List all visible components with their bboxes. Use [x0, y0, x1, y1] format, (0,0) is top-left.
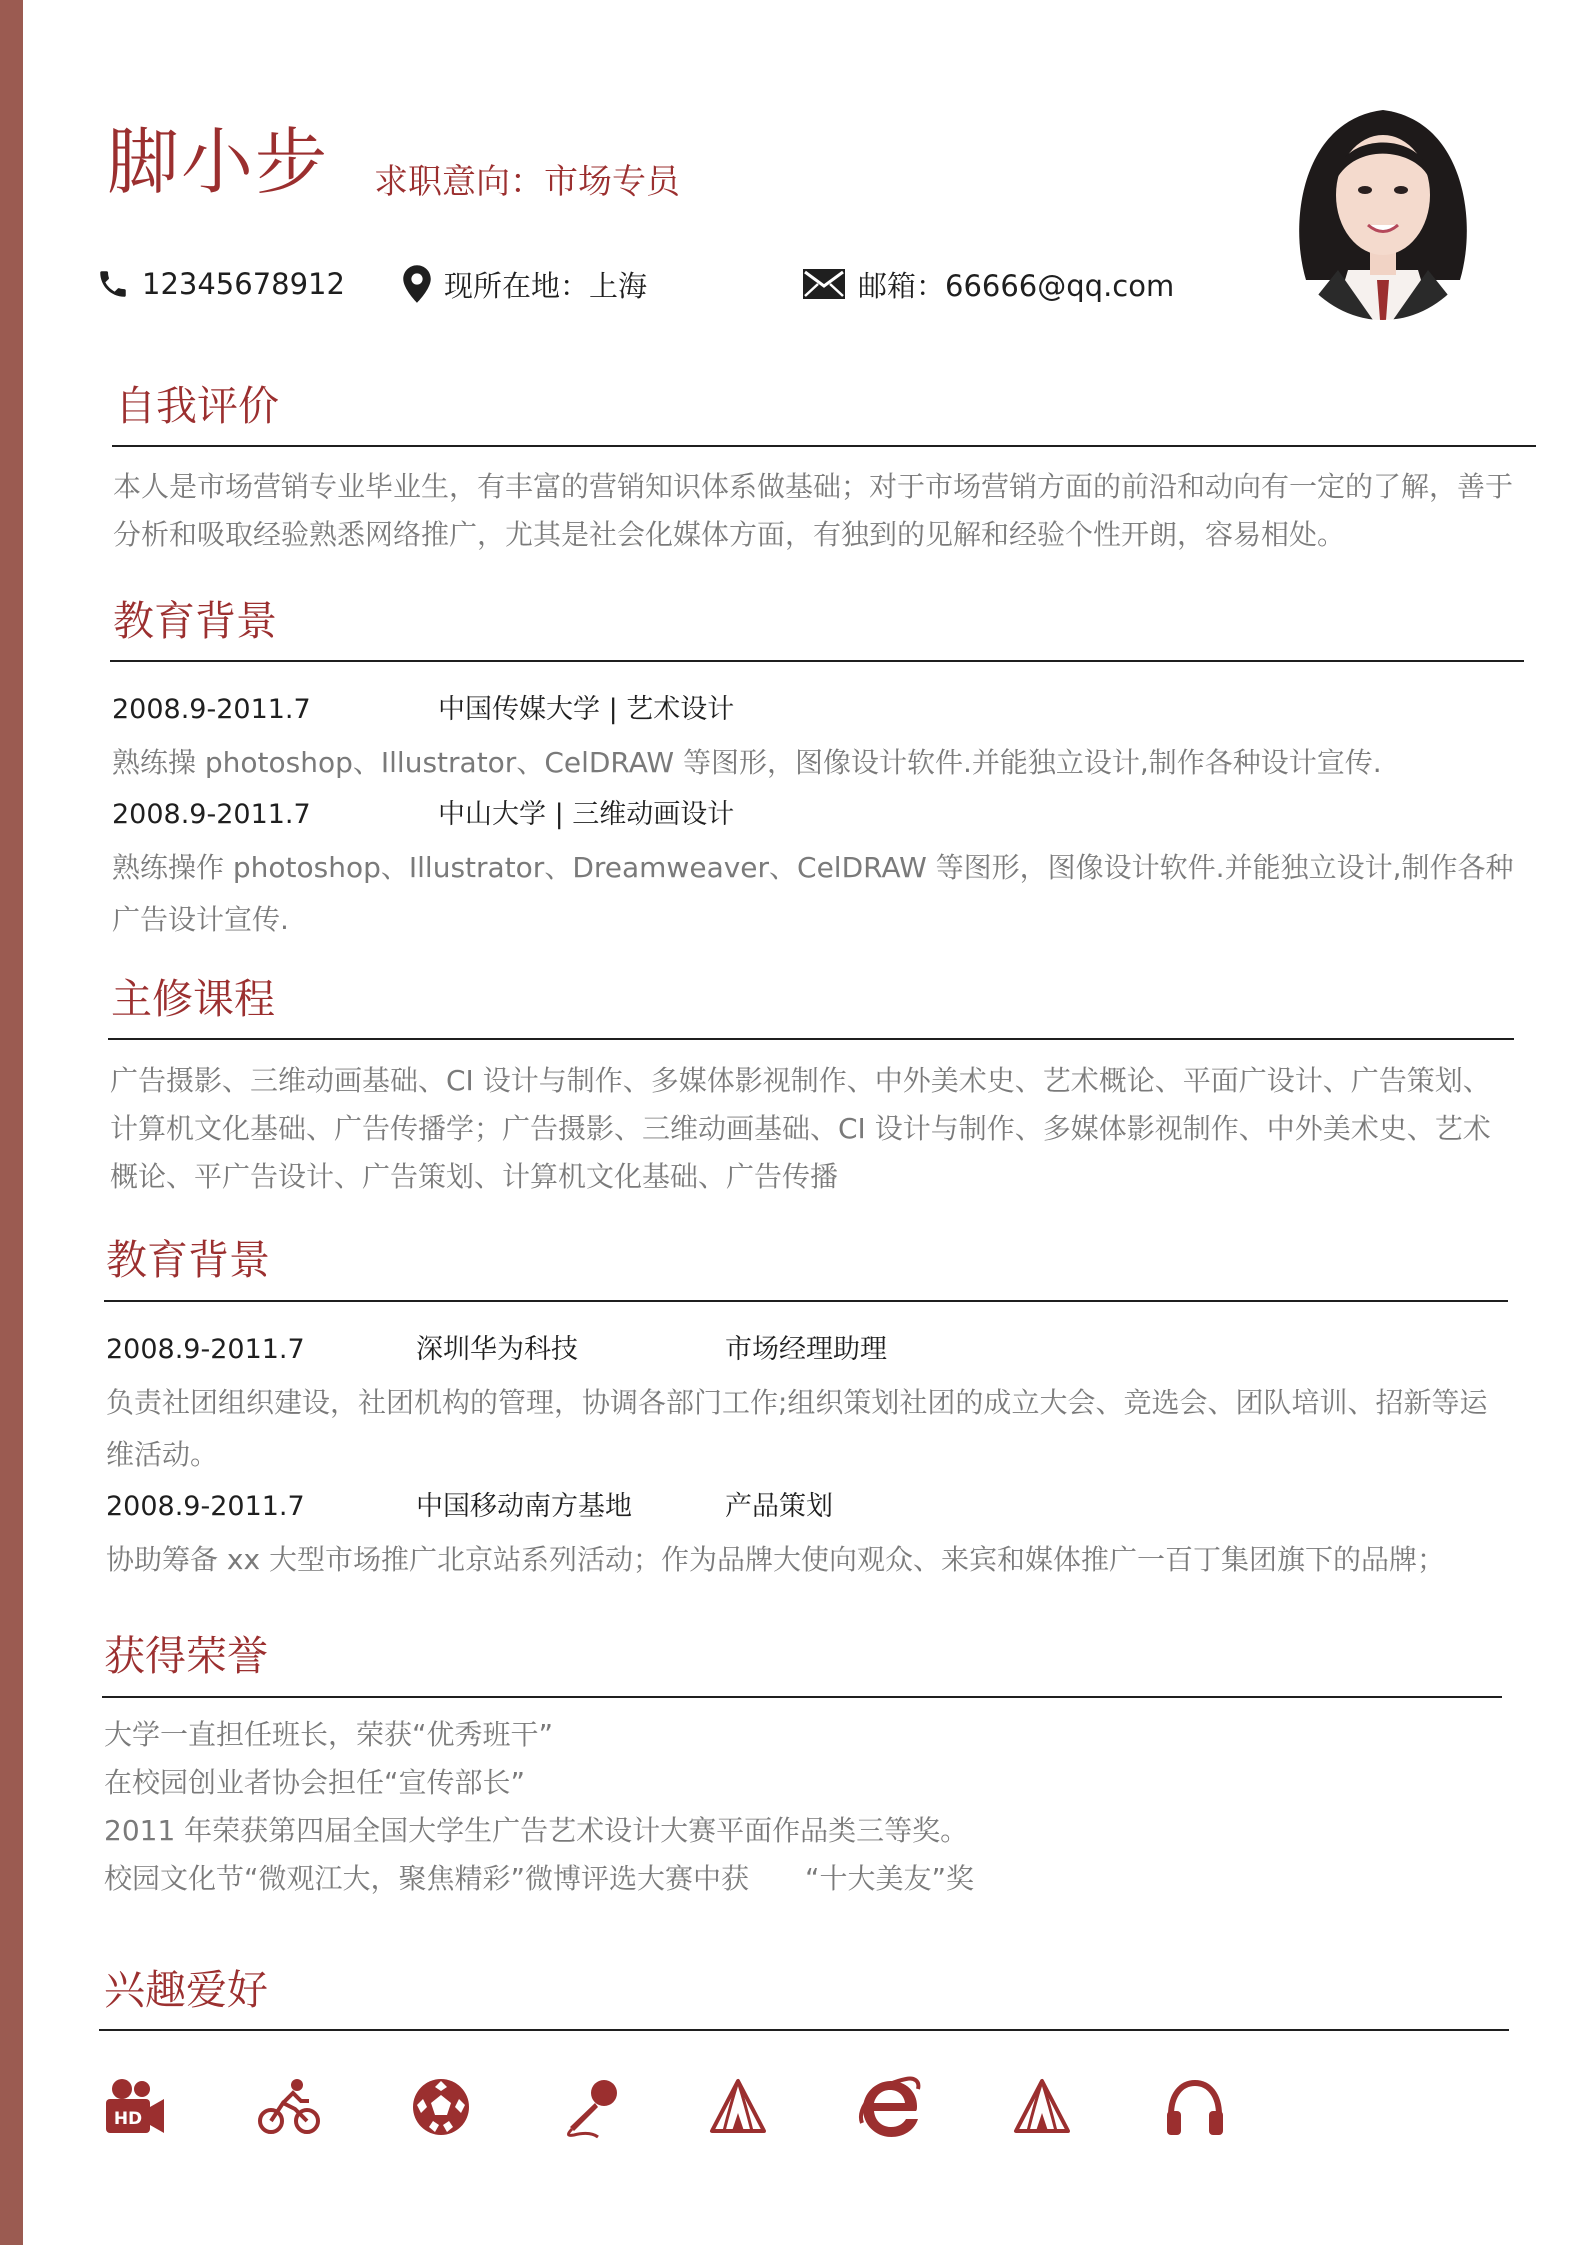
section-title-honors: 获得荣誉: [104, 1632, 268, 1680]
section-title-experience: 教育背景: [106, 1236, 270, 1284]
profile-photo: [1278, 80, 1488, 320]
section-divider: [112, 445, 1536, 447]
section-divider: [108, 1038, 1514, 1040]
location-text: 现所在地：上海: [444, 268, 648, 303]
contact-email: [802, 264, 1174, 304]
tent-icon: [1010, 2075, 1074, 2139]
internet-explorer-icon: [858, 2075, 922, 2139]
section-divider: [110, 660, 1524, 662]
experience-role: 产品策划: [725, 1491, 833, 1522]
experience-description: 负责社团组织建设，社团机构的管理，协调各部门工作;组织策划社团的成立大会、竞选会、团队培训、招新等运维活动。: [106, 1386, 1488, 1471]
experience-dates: 2008.9-2011.7: [106, 1334, 305, 1365]
education-school: 中国传媒大学 | 艺术设计: [438, 694, 735, 725]
phone-icon: [96, 267, 130, 301]
cycling-icon: [257, 2075, 321, 2139]
microphone-icon: [560, 2075, 624, 2139]
honor-item: 在校园创业者协会担任“宣传部长”: [104, 1766, 526, 1799]
section-divider: [99, 2029, 1509, 2031]
education-dates: 2008.9-2011.7: [112, 694, 311, 725]
education-dates: 2008.9-2011.7: [112, 799, 311, 830]
job-intent: 求职意向：市场专员: [374, 162, 680, 202]
tent-icon: [706, 2075, 770, 2139]
section-title-hobbies: 兴趣爱好: [104, 1966, 268, 2014]
courses-text: 广告摄影、三维动画基础、CI 设计与制作、多媒体影视制作、中外美术史、艺术概论、平面广设计、广告策划、计算机文化基础、广告传播学；广告摄影、三维动画基础、CI 设计与制作、多媒体影视制作、中外美术史、艺术概论、平广告设计、广告策划、计算机文化基础、广告传播: [110, 1064, 1491, 1193]
contact-phone: [96, 264, 345, 304]
candidate-name: 脚小步: [107, 120, 330, 204]
education-description: 熟练操作 photoshop、Illustrator、Dreamweaver、CelDRAW 等图形，图像设计软件.并能独立设计,制作各种广告设计宣传.: [112, 851, 1514, 936]
section-divider: [104, 1300, 1508, 1302]
svg-text:HD: HD: [113, 2109, 143, 2129]
soccer-ball-icon: [409, 2075, 473, 2139]
experience-company: 中国移动南方基地: [416, 1491, 632, 1522]
phone-number: 12345678912: [142, 267, 345, 301]
section-title-self-evaluation: 自我评价: [115, 382, 279, 430]
sidebar-accent-bar: [0, 0, 23, 2245]
experience-role: 市场经理助理: [725, 1334, 887, 1365]
hd-video-camera-icon: [102, 2075, 166, 2139]
section-divider: [102, 1696, 1502, 1698]
experience-description: 协助筹备 xx 大型市场推广北京站系列活动；作为品牌大使向观众、来宾和媒体推广一百丁集团旗下的品牌；: [106, 1543, 1445, 1576]
self-evaluation-text: 本人是市场营销专业毕业生，有丰富的营销知识体系做基础；对于市场营销方面的前沿和动向有一定的了解，善于分析和吸取经验熟悉网络推广，尤其是社会化媒体方面，有独到的见解和经验个性开朗，容易相处。: [113, 470, 1514, 551]
honor-item: 校园文化节“微观江大，聚焦精彩”微博评选大赛中获 “十大美友”奖: [104, 1862, 975, 1895]
location-pin-icon: [402, 265, 432, 303]
education-school: 中山大学 | 三维动画设计: [438, 799, 735, 830]
envelope-icon: [802, 268, 846, 300]
honor-item: 大学一直担任班长，荣获“优秀班干”: [104, 1718, 554, 1751]
education-description: 熟练操 photoshop、Illustrator、CelDRAW 等图形，图像设计软件.并能独立设计,制作各种设计宣传.: [112, 746, 1382, 779]
section-title-education: 教育背景: [113, 597, 277, 645]
section-title-courses: 主修课程: [111, 975, 275, 1023]
contact-location: [402, 264, 647, 304]
experience-company: 深圳华为科技: [416, 1334, 578, 1365]
honor-item: 2011 年荣获第四届全国大学生广告艺术设计大赛平面作品类三等奖。: [104, 1814, 969, 1847]
experience-dates: 2008.9-2011.7: [106, 1491, 305, 1522]
headphones-icon: [1163, 2075, 1227, 2139]
email-text: 邮箱：66666@qq.com: [858, 268, 1175, 303]
